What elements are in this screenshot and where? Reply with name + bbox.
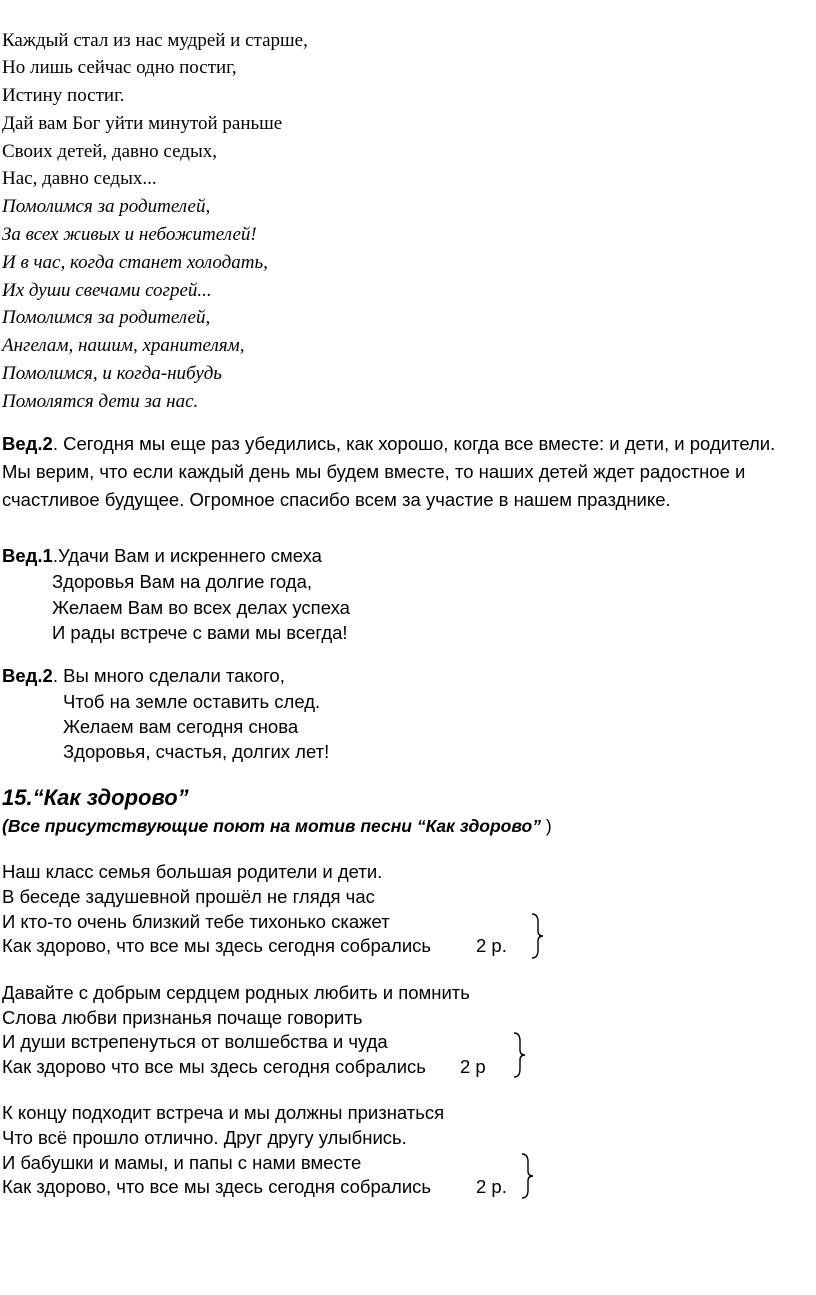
right-brace-icon xyxy=(530,912,550,960)
chorus-line: Помолимся, и когда-нибудь xyxy=(2,363,222,384)
verse-line: Чтоб на земле оставить след. xyxy=(63,691,321,712)
speaker-label: Вед.2 xyxy=(2,665,53,686)
song-subtitle-text: (Все присутствующие поют на мотив песни “Как здорово” xyxy=(2,816,546,836)
poem-line: Каждый стал из нас мудрей и старше, xyxy=(2,30,308,51)
poem-line: Истину постиг. xyxy=(2,85,125,106)
speaker-label: Вед.1 xyxy=(2,545,53,566)
chorus-line: Помолятся дети за нас. xyxy=(2,391,199,412)
verse-line: Желаем вам сегодня снова xyxy=(63,716,299,737)
song-line: И бабушки и мамы, и папы с нами вместе xyxy=(2,1152,362,1173)
speech-paragraph xyxy=(2,432,775,456)
verse-line: Здоровья Вам на долгие года, xyxy=(52,571,313,592)
right-brace-icon xyxy=(520,1152,540,1200)
verse-line xyxy=(2,664,285,688)
speech-text: Мы верим, что если каждый день мы будем вместе, то наших детей ждет радостное и xyxy=(2,461,746,482)
song-title: 15.“Как здорово” xyxy=(2,785,189,810)
right-brace-icon xyxy=(512,1031,532,1079)
chorus-line: Ангелам, нашим, хранителям, xyxy=(2,335,245,356)
speech-text: . Сегодня мы еще раз убедились, как хорошо, когда все вместе: и дети, и родители. xyxy=(52,433,776,454)
verse-line: Здоровья, счастья, долгих лет! xyxy=(63,741,330,762)
song-line: Наш класс семья большая родители и дети. xyxy=(2,861,383,882)
song-subtitle-end: ) xyxy=(545,816,552,836)
speech-text: счастливое будущее. Огромное спасибо всем за участие в нашем празднике. xyxy=(2,489,671,510)
chorus-line: Помолимся за родителей, xyxy=(2,307,211,328)
song-line: К концу подходит встреча и мы должны признаться xyxy=(2,1102,445,1123)
song-line: Как здорово, что все мы здесь сегодня собрались xyxy=(2,1176,432,1197)
chorus-line: И в час, когда станет холодать, xyxy=(2,252,268,273)
poem-line: Нас, давно седых... xyxy=(2,168,157,189)
song-line: И души встрепенуться от волшебства и чуда xyxy=(2,1031,388,1052)
song-line: Давайте с добрым сердцем родных любить и помнить xyxy=(2,982,470,1003)
speaker-label: Вед.2 xyxy=(2,433,53,454)
chorus-line: За всех живых и небожителей! xyxy=(2,224,257,245)
poem-line: Своих детей, давно седых, xyxy=(2,141,217,162)
song-line: Как здорово, что все мы здесь сегодня собрались xyxy=(2,935,432,956)
repeat-mark: 2 р xyxy=(460,1056,486,1077)
repeat-mark: 2 р. xyxy=(476,1176,507,1197)
verse-text: .Удачи Вам и искреннего смеха xyxy=(52,545,322,566)
poem-line: Дай вам Бог уйти минутой раньше xyxy=(2,113,283,134)
verse-line: И рады встрече с вами мы всегда! xyxy=(52,622,348,643)
song-line: Как здорово что все мы здесь сегодня собрались xyxy=(2,1056,426,1077)
song-line: Что всё прошло отлично. Друг другу улыбнись. xyxy=(2,1127,407,1148)
chorus-line: Их души свечами согрей... xyxy=(2,280,212,301)
repeat-mark: 2 р. xyxy=(476,935,507,956)
song-line: И кто-то очень близкий тебе тихонько скажет xyxy=(2,911,390,932)
chorus-line: Помолимся за родителей, xyxy=(2,196,211,217)
verse-line: Желаем Вам во всех делах успеха xyxy=(52,597,350,618)
song-subtitle xyxy=(2,814,552,838)
song-line: В беседе задушевной прошёл не глядя час xyxy=(2,886,375,907)
poem-line: Но лишь сейчас одно постиг, xyxy=(2,57,237,78)
verse-text: . Вы много сделали такого, xyxy=(52,665,285,686)
song-line: Слова любви признанья почаще говорить xyxy=(2,1007,363,1028)
verse-line xyxy=(2,544,322,568)
